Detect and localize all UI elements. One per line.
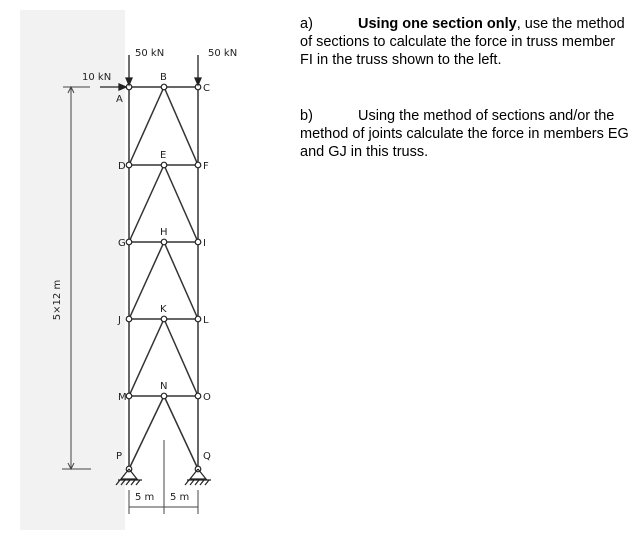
width-dim-left: 5 m [135,492,155,503]
truss-members [129,87,198,469]
truss-joints [126,84,201,472]
joint-label-F: F [203,161,209,172]
joint-label-O: O [203,392,211,403]
joint-N [161,393,167,399]
question-a [300,15,630,69]
joint-B [161,84,167,90]
member-BD [129,87,167,165]
joint-label-N: N [160,381,168,392]
member-HL [164,242,198,319]
question-a-bold: Using one section only [358,16,517,32]
joint-J [126,316,132,322]
joint-I [195,239,201,245]
joint-label-P: P [116,451,123,462]
joint-D [126,162,132,168]
member-KM [129,319,164,396]
joint-label-I: I [203,238,206,249]
question-b-label: b) [300,108,313,124]
member-BF [164,87,198,165]
joint-K [161,316,167,322]
joint-label-J: J [118,315,121,326]
joint-label-M: M [118,392,127,403]
member-HJ [129,242,164,319]
joint-F [195,162,201,168]
scan-shading [20,10,125,530]
joint-label-C: C [203,83,210,94]
load-50kn-right: 50 kN [208,48,238,59]
question-b-text: Using the method of sections and/or the method of joints calculate the force in members EG and GJ in this truss. [300,108,629,160]
joint-L [195,316,201,322]
joint-M [126,393,132,399]
joint-O [195,393,201,399]
member-NP [129,396,164,469]
member-NQ [164,396,198,469]
joint-label-G: G [118,238,126,249]
joint-label-K: K [160,304,167,315]
joint-labels [116,72,211,462]
joint-label-E: E [160,150,167,161]
width-dim-right: 5 m [170,492,190,503]
joint-label-A: A [116,94,123,105]
question-a-text: , use the method of sections to calculate the force in truss member FI in the truss shown to the left. [300,16,625,68]
joint-label-Q: Q [203,451,211,462]
member-KO [164,319,198,396]
height-dimension-label: 5×12 m [52,279,63,321]
joint-label-H: H [160,227,168,238]
load-10kn: 10 kN [82,72,112,83]
joint-label-L: L [203,315,209,326]
joint-label-B: B [160,72,167,83]
load-50kn-left: 50 kN [135,48,165,59]
joint-E [161,162,167,168]
question-b [300,107,630,161]
member-EG [129,165,164,242]
joint-label-D: D [118,161,126,172]
member-EI [164,165,198,242]
joint-H [161,239,167,245]
question-a-label: a) [300,16,313,32]
joint-G [126,239,132,245]
